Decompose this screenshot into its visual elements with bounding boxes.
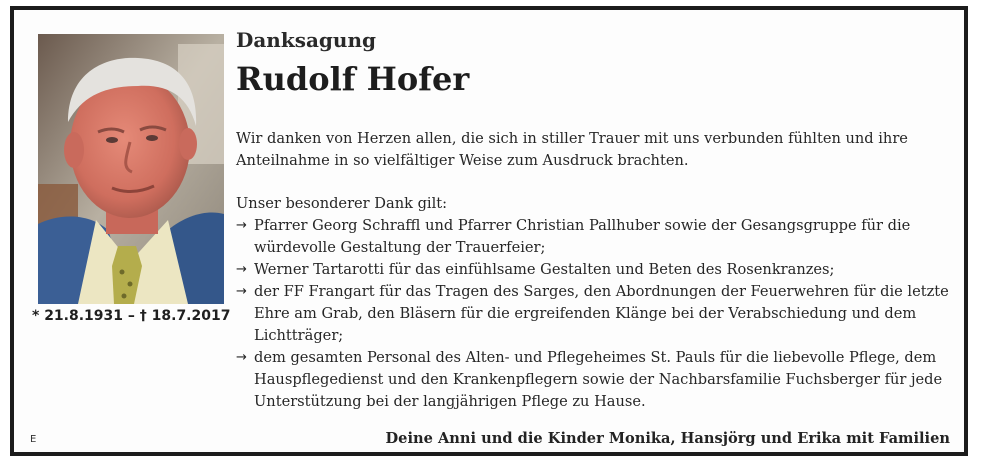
arrow-icon: → [236, 284, 247, 299]
signature: Deine Anni und die Kinder Monika, Hansjörg und Erika mit Familien [385, 430, 950, 447]
thanks-item-text: Werner Tartarotti für das einfühlsame Gestalten und Beten des Rosenkranzes; [254, 261, 835, 278]
thanks-item [236, 215, 960, 259]
life-dates: * 21.8.1931 – † 18.7.2017 [32, 308, 231, 324]
arrow-icon: → [236, 262, 247, 277]
portrait-illustration [38, 34, 224, 304]
intro-paragraph: Wir danken von Herzen allen, die sich in stiller Trauer mit uns verbunden fühlten und ihre Anteilnahme in so vielfältiger Weise zum Ausdruck brachten. [236, 130, 908, 169]
thanks-item-text: der FF Frangart für das Tragen des Sarges, den Abordnungen der Feuerwehren für die letzte Ehre am Grab, den Bläsern für die ergreifenden Klänge bei der Verabschiedung und dem Lichtträger; [254, 283, 949, 344]
thanks-item [236, 259, 960, 281]
thanks-list [236, 215, 960, 413]
deceased-name: Rudolf Hofer [236, 60, 470, 98]
arrow-icon: → [236, 350, 247, 365]
thanks-item-text: dem gesamten Personal des Alten- und Pflegeheimes St. Pauls für die liebevolle Pflege, dem Hauspflegedienst und den Krankenpflegern sowie der Nachbarsfamilie Fuchsberger für jede Unterstützung bei der langjährigen Pflege zu Hause. [254, 349, 943, 410]
portrait-photo [38, 34, 224, 304]
thanks-item [236, 281, 960, 347]
thanks-item-text: Pfarrer Georg Schraffl und Pfarrer Christian Pallhuber sowie der Gesangsgruppe für die würdevolle Gestaltung der Trauerfeier; [254, 217, 911, 256]
thanks-item [236, 347, 960, 413]
notice-heading: Danksagung [236, 28, 376, 52]
arrow-icon: → [236, 218, 247, 233]
notice-body [236, 128, 960, 413]
corner-mark: E [30, 434, 37, 445]
thanks-intro: Unser besonderer Dank gilt: [236, 195, 448, 212]
notice-frame [10, 6, 968, 456]
